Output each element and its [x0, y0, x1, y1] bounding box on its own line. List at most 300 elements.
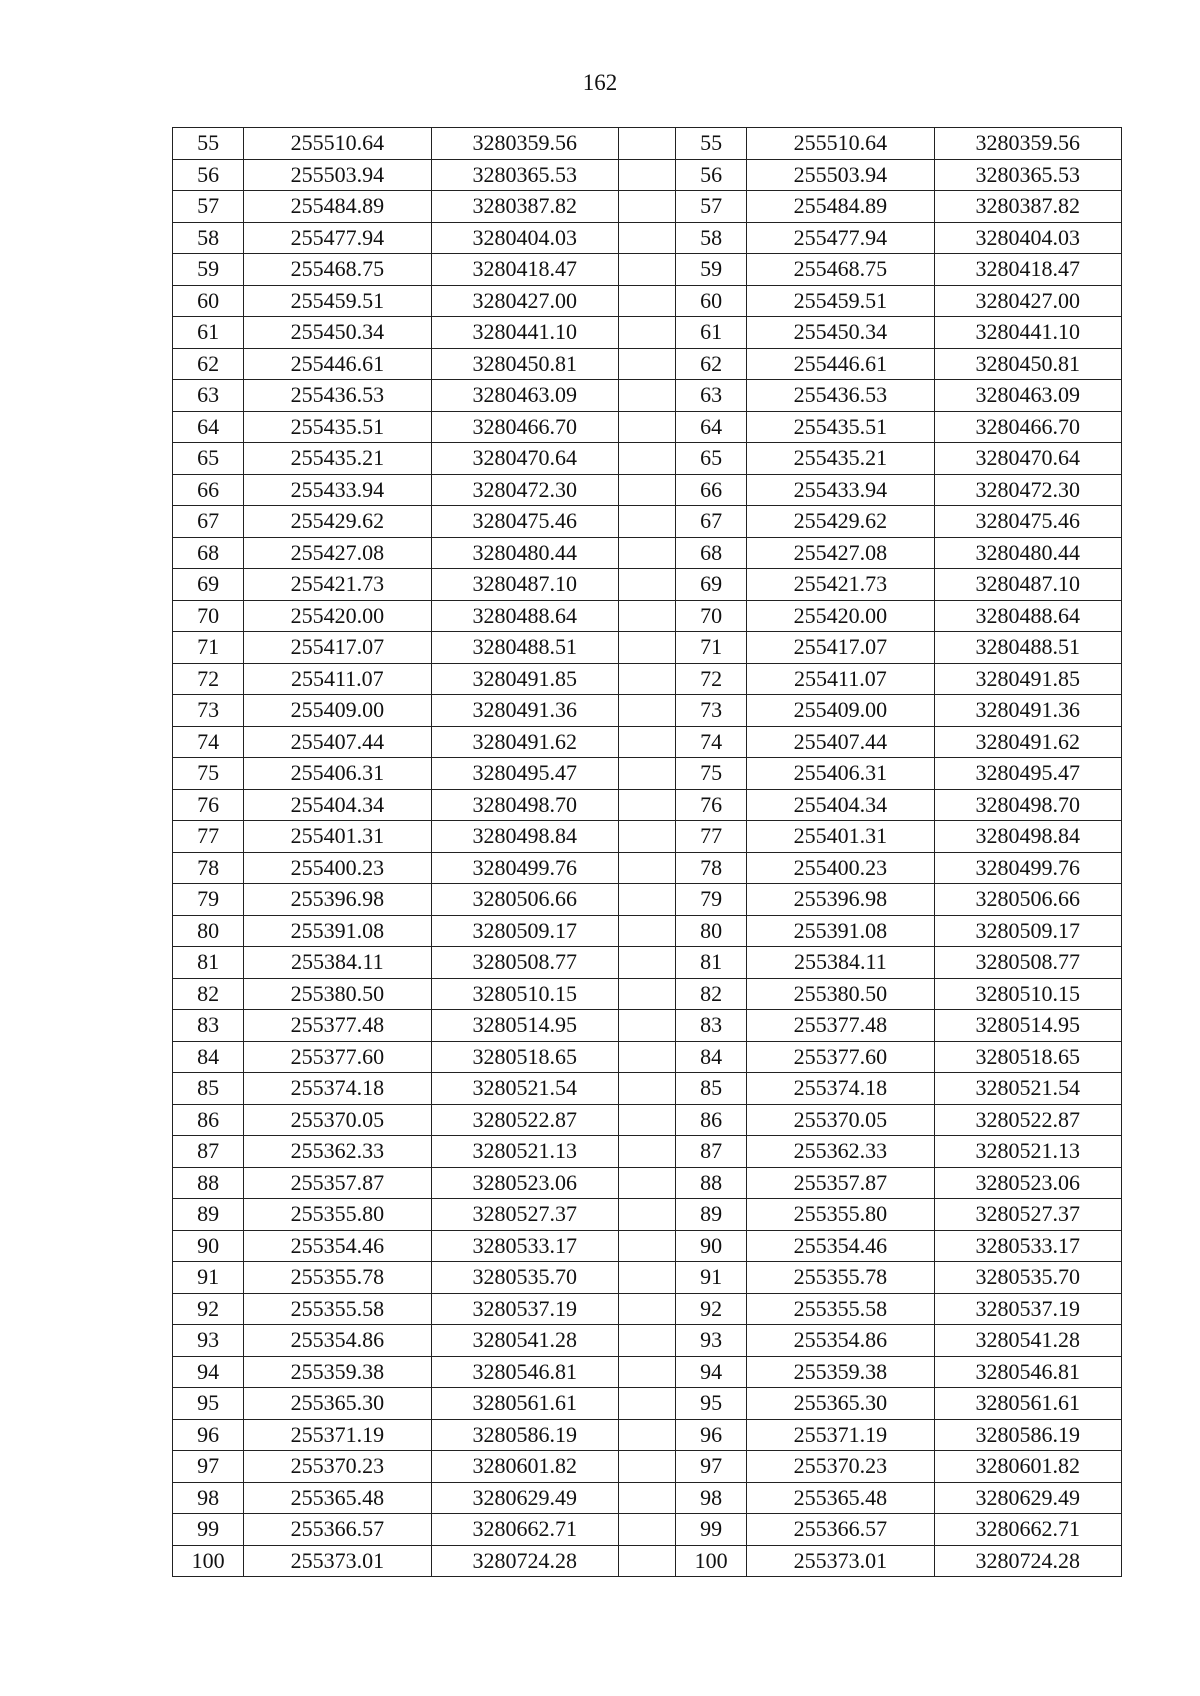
right-x: 255420.00	[747, 600, 934, 632]
left-point-number: 72	[173, 663, 244, 695]
empty-separator-cell	[618, 1073, 675, 1105]
right-y: 3280546.81	[934, 1356, 1121, 1388]
right-x: 255371.19	[747, 1419, 934, 1451]
empty-separator-cell	[618, 1388, 675, 1420]
left-x: 255355.78	[244, 1262, 431, 1294]
left-y: 3280463.09	[431, 380, 618, 412]
left-point-number: 85	[173, 1073, 244, 1105]
right-y: 3280523.06	[934, 1167, 1121, 1199]
right-x: 255380.50	[747, 978, 934, 1010]
right-y: 3280541.28	[934, 1325, 1121, 1357]
empty-separator-cell	[618, 1325, 675, 1357]
left-y: 3280601.82	[431, 1451, 618, 1483]
table-row	[173, 1041, 1122, 1073]
empty-separator-cell	[618, 1451, 675, 1483]
left-x: 255409.00	[244, 695, 431, 727]
right-point-number: 81	[676, 947, 747, 979]
right-y: 3280629.49	[934, 1482, 1121, 1514]
empty-separator-cell	[618, 852, 675, 884]
left-y: 3280450.81	[431, 348, 618, 380]
left-y: 3280491.85	[431, 663, 618, 695]
left-y: 3280508.77	[431, 947, 618, 979]
empty-separator-cell	[618, 884, 675, 916]
right-y: 3280498.84	[934, 821, 1121, 853]
right-y: 3280508.77	[934, 947, 1121, 979]
table-row	[173, 915, 1122, 947]
right-point-number: 67	[676, 506, 747, 538]
empty-separator-cell	[618, 1293, 675, 1325]
right-point-number: 58	[676, 222, 747, 254]
right-point-number: 63	[676, 380, 747, 412]
table-row	[173, 695, 1122, 727]
right-y: 3280466.70	[934, 411, 1121, 443]
left-point-number: 97	[173, 1451, 244, 1483]
left-x: 255373.01	[244, 1545, 431, 1577]
right-x: 255401.31	[747, 821, 934, 853]
left-x: 255406.31	[244, 758, 431, 790]
table-row	[173, 1262, 1122, 1294]
right-x: 255359.38	[747, 1356, 934, 1388]
right-y: 3280488.64	[934, 600, 1121, 632]
right-x: 255384.11	[747, 947, 934, 979]
right-point-number: 68	[676, 537, 747, 569]
left-y: 3280535.70	[431, 1262, 618, 1294]
empty-separator-cell	[618, 537, 675, 569]
right-point-number: 64	[676, 411, 747, 443]
right-x: 255370.05	[747, 1104, 934, 1136]
right-point-number: 86	[676, 1104, 747, 1136]
right-point-number: 85	[676, 1073, 747, 1105]
left-x: 255484.89	[244, 191, 431, 223]
right-x: 255404.34	[747, 789, 934, 821]
left-point-number: 87	[173, 1136, 244, 1168]
left-point-number: 82	[173, 978, 244, 1010]
right-y: 3280418.47	[934, 254, 1121, 286]
right-x: 255365.30	[747, 1388, 934, 1420]
left-y: 3280514.95	[431, 1010, 618, 1042]
left-y: 3280521.54	[431, 1073, 618, 1105]
right-y: 3280533.17	[934, 1230, 1121, 1262]
right-point-number: 96	[676, 1419, 747, 1451]
right-y: 3280518.65	[934, 1041, 1121, 1073]
right-x: 255446.61	[747, 348, 934, 380]
coordinate-table-body	[173, 128, 1122, 1577]
empty-separator-cell	[618, 1010, 675, 1042]
right-y: 3280586.19	[934, 1419, 1121, 1451]
left-x: 255401.31	[244, 821, 431, 853]
empty-separator-cell	[618, 128, 675, 160]
empty-separator-cell	[618, 663, 675, 695]
right-x: 255373.01	[747, 1545, 934, 1577]
left-x: 255380.50	[244, 978, 431, 1010]
right-x: 255411.07	[747, 663, 934, 695]
left-point-number: 65	[173, 443, 244, 475]
left-point-number: 59	[173, 254, 244, 286]
left-point-number: 70	[173, 600, 244, 632]
right-point-number: 89	[676, 1199, 747, 1231]
left-point-number: 84	[173, 1041, 244, 1073]
right-point-number: 69	[676, 569, 747, 601]
left-x: 255421.73	[244, 569, 431, 601]
left-y: 3280546.81	[431, 1356, 618, 1388]
left-y: 3280509.17	[431, 915, 618, 947]
left-y: 3280488.51	[431, 632, 618, 664]
right-y: 3280404.03	[934, 222, 1121, 254]
table-row	[173, 600, 1122, 632]
right-point-number: 57	[676, 191, 747, 223]
left-x: 255435.21	[244, 443, 431, 475]
right-y: 3280491.36	[934, 695, 1121, 727]
table-row	[173, 474, 1122, 506]
right-y: 3280365.53	[934, 159, 1121, 191]
right-x: 255407.44	[747, 726, 934, 758]
left-y: 3280427.00	[431, 285, 618, 317]
left-x: 255396.98	[244, 884, 431, 916]
left-point-number: 69	[173, 569, 244, 601]
table-row	[173, 1010, 1122, 1042]
right-y: 3280724.28	[934, 1545, 1121, 1577]
left-point-number: 64	[173, 411, 244, 443]
table-row	[173, 1230, 1122, 1262]
right-x: 255433.94	[747, 474, 934, 506]
empty-separator-cell	[618, 474, 675, 506]
left-y: 3280359.56	[431, 128, 618, 160]
right-x: 255370.23	[747, 1451, 934, 1483]
left-point-number: 63	[173, 380, 244, 412]
table-row	[173, 663, 1122, 695]
left-point-number: 88	[173, 1167, 244, 1199]
left-point-number: 90	[173, 1230, 244, 1262]
left-x: 255433.94	[244, 474, 431, 506]
right-x: 255435.51	[747, 411, 934, 443]
right-y: 3280522.87	[934, 1104, 1121, 1136]
left-x: 255355.58	[244, 1293, 431, 1325]
left-x: 255477.94	[244, 222, 431, 254]
left-point-number: 94	[173, 1356, 244, 1388]
right-x: 255436.53	[747, 380, 934, 412]
left-point-number: 61	[173, 317, 244, 349]
left-point-number: 74	[173, 726, 244, 758]
empty-separator-cell	[618, 1514, 675, 1546]
left-point-number: 77	[173, 821, 244, 853]
right-point-number: 94	[676, 1356, 747, 1388]
table-row	[173, 884, 1122, 916]
left-point-number: 98	[173, 1482, 244, 1514]
empty-separator-cell	[618, 1167, 675, 1199]
left-y: 3280499.76	[431, 852, 618, 884]
left-x: 255357.87	[244, 1167, 431, 1199]
right-point-number: 80	[676, 915, 747, 947]
left-point-number: 83	[173, 1010, 244, 1042]
right-point-number: 98	[676, 1482, 747, 1514]
table-row	[173, 726, 1122, 758]
right-x: 255366.57	[747, 1514, 934, 1546]
right-x: 255362.33	[747, 1136, 934, 1168]
right-point-number: 84	[676, 1041, 747, 1073]
left-point-number: 73	[173, 695, 244, 727]
table-row	[173, 506, 1122, 538]
right-point-number: 59	[676, 254, 747, 286]
left-x: 255436.53	[244, 380, 431, 412]
left-y: 3280498.70	[431, 789, 618, 821]
table-row	[173, 1388, 1122, 1420]
left-y: 3280487.10	[431, 569, 618, 601]
right-x: 255409.00	[747, 695, 934, 727]
right-x: 255468.75	[747, 254, 934, 286]
right-point-number: 82	[676, 978, 747, 1010]
left-y: 3280662.71	[431, 1514, 618, 1546]
table-row	[173, 348, 1122, 380]
table-row	[173, 222, 1122, 254]
right-point-number: 90	[676, 1230, 747, 1262]
right-point-number: 88	[676, 1167, 747, 1199]
left-x: 255427.08	[244, 537, 431, 569]
right-point-number: 83	[676, 1010, 747, 1042]
right-y: 3280470.64	[934, 443, 1121, 475]
right-x: 255503.94	[747, 159, 934, 191]
left-y: 3280365.53	[431, 159, 618, 191]
left-x: 255446.61	[244, 348, 431, 380]
left-y: 3280522.87	[431, 1104, 618, 1136]
empty-separator-cell	[618, 1136, 675, 1168]
left-x: 255411.07	[244, 663, 431, 695]
right-y: 3280561.61	[934, 1388, 1121, 1420]
left-x: 255359.38	[244, 1356, 431, 1388]
left-y: 3280521.13	[431, 1136, 618, 1168]
left-x: 255362.33	[244, 1136, 431, 1168]
table-row	[173, 159, 1122, 191]
right-x: 255396.98	[747, 884, 934, 916]
right-x: 255477.94	[747, 222, 934, 254]
left-y: 3280629.49	[431, 1482, 618, 1514]
left-y: 3280561.61	[431, 1388, 618, 1420]
right-x: 255421.73	[747, 569, 934, 601]
right-x: 255459.51	[747, 285, 934, 317]
right-point-number: 74	[676, 726, 747, 758]
left-point-number: 96	[173, 1419, 244, 1451]
left-x: 255365.48	[244, 1482, 431, 1514]
left-y: 3280470.64	[431, 443, 618, 475]
left-x: 255420.00	[244, 600, 431, 632]
left-x: 255384.11	[244, 947, 431, 979]
right-y: 3280441.10	[934, 317, 1121, 349]
right-point-number: 65	[676, 443, 747, 475]
left-point-number: 57	[173, 191, 244, 223]
left-x: 255510.64	[244, 128, 431, 160]
left-x: 255404.34	[244, 789, 431, 821]
right-y: 3280601.82	[934, 1451, 1121, 1483]
left-x: 255450.34	[244, 317, 431, 349]
right-y: 3280450.81	[934, 348, 1121, 380]
left-x: 255459.51	[244, 285, 431, 317]
empty-separator-cell	[618, 1041, 675, 1073]
right-x: 255354.46	[747, 1230, 934, 1262]
left-x: 255354.86	[244, 1325, 431, 1357]
right-x: 255400.23	[747, 852, 934, 884]
left-point-number: 80	[173, 915, 244, 947]
table-row	[173, 411, 1122, 443]
left-point-number: 66	[173, 474, 244, 506]
left-x: 255435.51	[244, 411, 431, 443]
table-row	[173, 380, 1122, 412]
right-point-number: 71	[676, 632, 747, 664]
right-x: 255357.87	[747, 1167, 934, 1199]
table-row	[173, 632, 1122, 664]
right-point-number: 91	[676, 1262, 747, 1294]
left-y: 3280441.10	[431, 317, 618, 349]
right-y: 3280463.09	[934, 380, 1121, 412]
right-x: 255427.08	[747, 537, 934, 569]
right-x: 255355.58	[747, 1293, 934, 1325]
right-y: 3280521.13	[934, 1136, 1121, 1168]
right-point-number: 93	[676, 1325, 747, 1357]
right-point-number: 100	[676, 1545, 747, 1577]
table-row	[173, 1325, 1122, 1357]
left-point-number: 76	[173, 789, 244, 821]
right-x: 255450.34	[747, 317, 934, 349]
left-y: 3280498.84	[431, 821, 618, 853]
table-row	[173, 191, 1122, 223]
left-y: 3280475.46	[431, 506, 618, 538]
right-point-number: 61	[676, 317, 747, 349]
left-point-number: 89	[173, 1199, 244, 1231]
left-y: 3280480.44	[431, 537, 618, 569]
table-row	[173, 1356, 1122, 1388]
left-y: 3280527.37	[431, 1199, 618, 1231]
empty-separator-cell	[618, 915, 675, 947]
right-x: 255510.64	[747, 128, 934, 160]
left-y: 3280418.47	[431, 254, 618, 286]
left-point-number: 71	[173, 632, 244, 664]
right-y: 3280514.95	[934, 1010, 1121, 1042]
right-x: 255429.62	[747, 506, 934, 538]
right-y: 3280491.62	[934, 726, 1121, 758]
left-x: 255354.46	[244, 1230, 431, 1262]
right-point-number: 75	[676, 758, 747, 790]
empty-separator-cell	[618, 1262, 675, 1294]
table-row	[173, 1073, 1122, 1105]
right-y: 3280499.76	[934, 852, 1121, 884]
table-row	[173, 1104, 1122, 1136]
left-y: 3280586.19	[431, 1419, 618, 1451]
left-y: 3280495.47	[431, 758, 618, 790]
right-x: 255374.18	[747, 1073, 934, 1105]
empty-separator-cell	[618, 1482, 675, 1514]
right-point-number: 87	[676, 1136, 747, 1168]
right-y: 3280535.70	[934, 1262, 1121, 1294]
empty-separator-cell	[618, 317, 675, 349]
right-point-number: 73	[676, 695, 747, 727]
empty-separator-cell	[618, 947, 675, 979]
left-x: 255503.94	[244, 159, 431, 191]
left-x: 255370.23	[244, 1451, 431, 1483]
empty-separator-cell	[618, 1356, 675, 1388]
right-point-number: 97	[676, 1451, 747, 1483]
table-row	[173, 947, 1122, 979]
empty-separator-cell	[618, 506, 675, 538]
left-y: 3280506.66	[431, 884, 618, 916]
right-y: 3280488.51	[934, 632, 1121, 664]
left-point-number: 58	[173, 222, 244, 254]
left-y: 3280404.03	[431, 222, 618, 254]
table-row	[173, 1293, 1122, 1325]
left-y: 3280518.65	[431, 1041, 618, 1073]
left-x: 255407.44	[244, 726, 431, 758]
left-x: 255355.80	[244, 1199, 431, 1231]
left-y: 3280533.17	[431, 1230, 618, 1262]
empty-separator-cell	[618, 1104, 675, 1136]
table-row	[173, 537, 1122, 569]
right-point-number: 62	[676, 348, 747, 380]
left-x: 255429.62	[244, 506, 431, 538]
left-point-number: 81	[173, 947, 244, 979]
right-y: 3280491.85	[934, 663, 1121, 695]
left-y: 3280466.70	[431, 411, 618, 443]
right-x: 255417.07	[747, 632, 934, 664]
coordinate-table	[172, 127, 1122, 1577]
empty-separator-cell	[618, 348, 675, 380]
table-row	[173, 569, 1122, 601]
right-y: 3280510.15	[934, 978, 1121, 1010]
empty-separator-cell	[618, 443, 675, 475]
right-y: 3280537.19	[934, 1293, 1121, 1325]
empty-separator-cell	[618, 159, 675, 191]
left-point-number: 93	[173, 1325, 244, 1357]
right-y: 3280475.46	[934, 506, 1121, 538]
left-x: 255365.30	[244, 1388, 431, 1420]
right-point-number: 99	[676, 1514, 747, 1546]
table-row	[173, 317, 1122, 349]
table-row	[173, 1514, 1122, 1546]
right-point-number: 76	[676, 789, 747, 821]
table-row	[173, 852, 1122, 884]
right-point-number: 56	[676, 159, 747, 191]
empty-separator-cell	[618, 285, 675, 317]
empty-separator-cell	[618, 978, 675, 1010]
left-point-number: 92	[173, 1293, 244, 1325]
empty-separator-cell	[618, 1199, 675, 1231]
left-y: 3280491.62	[431, 726, 618, 758]
right-y: 3280506.66	[934, 884, 1121, 916]
left-y: 3280472.30	[431, 474, 618, 506]
right-x: 255484.89	[747, 191, 934, 223]
empty-separator-cell	[618, 632, 675, 664]
left-point-number: 68	[173, 537, 244, 569]
left-x: 255400.23	[244, 852, 431, 884]
right-y: 3280487.10	[934, 569, 1121, 601]
table-row	[173, 443, 1122, 475]
empty-separator-cell	[618, 380, 675, 412]
right-point-number: 95	[676, 1388, 747, 1420]
left-point-number: 79	[173, 884, 244, 916]
empty-separator-cell	[618, 758, 675, 790]
left-point-number: 56	[173, 159, 244, 191]
right-y: 3280387.82	[934, 191, 1121, 223]
left-point-number: 95	[173, 1388, 244, 1420]
right-x: 255355.80	[747, 1199, 934, 1231]
empty-separator-cell	[618, 254, 675, 286]
right-x: 255391.08	[747, 915, 934, 947]
right-y: 3280480.44	[934, 537, 1121, 569]
table-row	[173, 758, 1122, 790]
empty-separator-cell	[618, 569, 675, 601]
right-y: 3280498.70	[934, 789, 1121, 821]
right-x: 255377.60	[747, 1041, 934, 1073]
left-x: 255377.48	[244, 1010, 431, 1042]
right-y: 3280521.54	[934, 1073, 1121, 1105]
page-number: 162	[582, 70, 618, 95]
table-row	[173, 1482, 1122, 1514]
